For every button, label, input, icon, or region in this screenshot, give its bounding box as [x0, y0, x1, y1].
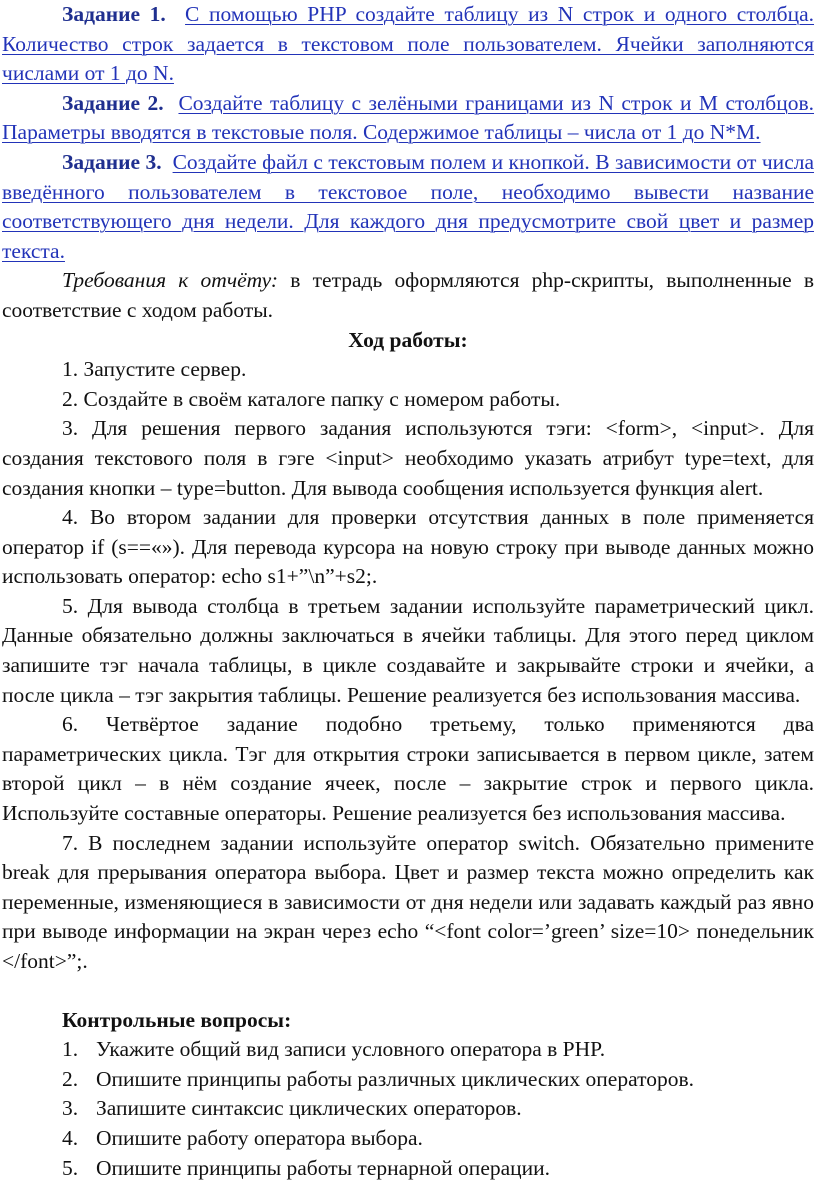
- requirements-label: Требования к отчёту:: [62, 268, 279, 293]
- step-5: 5. Для вывода столбца в третьем задании используйте параметрический цикл. Данные обязательно должны заключаться в ячейки таблицы. Для этого перед циклом запишите тэг начала таблицы, в цикле создавайте и закрывайте строки и ячейки, а после цикла – тэг закрытия таблицы. Решение реализуется без использования массива.: [2, 593, 814, 707]
- task-2-text: Создайте таблицу с зелёными границами из N строк и M столбцов. Параметры вводятся в текстовые поля. Содержимое таблицы – числа от 1 до N*M.: [2, 90, 815, 145]
- question-text: Опишите работу оператора выбора.: [96, 1125, 423, 1150]
- task-1: [2, 0, 814, 89]
- blank-line: [2, 977, 814, 1006]
- list-item: [2, 1094, 814, 1124]
- step-7: 7. В последнем задании используйте оператор switch. Обязательно примените break для прерывания оператора выбора. Цвет и размер текста можно определить как переменные, изменяющиеся в зависимости от дня недели или задавать каждый раз явно при выводе информации на экран через echo “<font color=’green’ size=10> понедельник </font>”;.: [2, 830, 814, 973]
- progress-heading: Ход работы:: [348, 327, 468, 352]
- task-1-text: С помощью PHP создайте таблицу из N строк и одного столбца. Количество строк задается в текстовом поле пользователем. Ячейки заполняются числами от 1 до N.: [2, 2, 815, 86]
- control-questions-list: [2, 1035, 814, 1183]
- task-2: [2, 89, 814, 148]
- question-number: 4.: [62, 1125, 79, 1150]
- question-text: Запишите синтаксис циклических операторов.: [96, 1096, 522, 1121]
- question-number: 5.: [62, 1155, 79, 1180]
- list-item: [2, 1035, 814, 1065]
- list-item: [2, 1124, 814, 1154]
- step-1: 1. Запустите сервер.: [62, 357, 247, 382]
- list-item: [2, 1065, 814, 1095]
- question-text: Опишите принципы работы тернарной операции.: [96, 1155, 551, 1180]
- task-1-label: Задание 1.: [62, 2, 166, 26]
- question-number: 1.: [62, 1037, 79, 1062]
- control-questions-title: Контрольные вопросы:: [62, 1007, 292, 1032]
- task-3: [2, 148, 814, 266]
- step-2: 2. Создайте в своём каталоге папку с номером работы.: [62, 386, 561, 411]
- step-4: 4. Во втором задании для проверки отсутствия данных в поле применяется оператор if (s==«»). Для перевода курсора на новую строку при выводе данных можно использовать оператор: echo s1+”\n”+s2;.: [2, 505, 814, 589]
- list-item: [2, 1154, 814, 1184]
- task-3-label: Задание 3.: [62, 149, 162, 174]
- requirements-text: в тетрадь оформляются php-скрипты, выполненные в соответствие с ходом работы.: [2, 268, 815, 322]
- step-6: 6. Четвёртое задание подобно третьему, только применяются два параметрических цикла. Тэг для открытия строки записывается в первом цикле, затем второй цикл – в нём создание ячеек, после – закрытие строк и первого цикла. Используйте составные операторы. Решение реализуется без использования массива.: [2, 712, 814, 826]
- task-3-text: Создайте файл с текстовым полем и кнопкой. В зависимости от числа введённого пользователем в текстовое поле, необходимо вывести название соответствующего дня недели. Для каждого дня предусмотрите свой цвет и размер текста.: [2, 149, 815, 263]
- question-number: 2.: [62, 1066, 79, 1091]
- question-number: 3.: [62, 1096, 79, 1121]
- task-2-label: Задание 2.: [62, 90, 164, 115]
- question-text: Укажите общий вид записи условного оператора в PHP.: [96, 1037, 606, 1062]
- question-text: Опишите принципы работы различных циклических операторов.: [96, 1066, 694, 1091]
- report-requirements: [2, 266, 814, 325]
- step-3: 3. Для решения первого задания используются тэги: <form>, <input>. Для создания текстового поля в гэге <input> необходимо указать атрибут type=text, для создания кнопки – type=button. Для вывода сообщения используется функция alert.: [2, 416, 814, 500]
